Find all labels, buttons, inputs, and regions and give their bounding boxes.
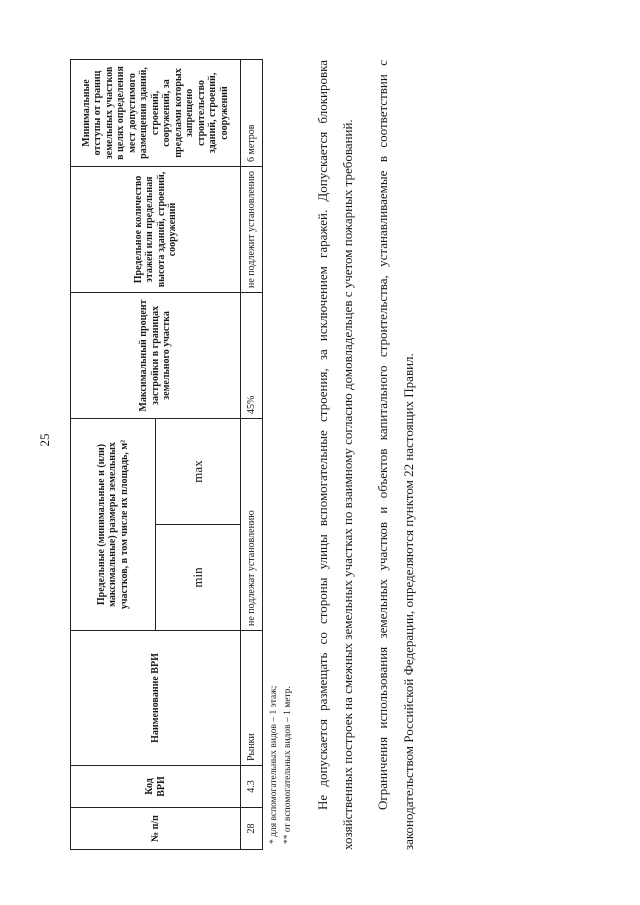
header-setbacks: Минимальные отступы от границ земельных участков в целях определения мест допустимого размещения зданий, строений, сооружений, за пределами которых запрещено строительство зданий, строений, сооружений bbox=[71, 59, 241, 166]
header-min: min bbox=[156, 525, 241, 631]
header-code: Код ВРИ bbox=[71, 766, 241, 808]
note-floors: * для вспомогательных видов – 1 этаж; bbox=[269, 685, 279, 844]
header-num: № п/п bbox=[71, 808, 241, 850]
header-floors: Предельное количество этажей или предельная высота зданий, строений, сооружений bbox=[71, 166, 241, 292]
cell-code: 4.3 bbox=[241, 766, 263, 808]
cell-floors: не подлежит установлению bbox=[241, 166, 263, 292]
header-name: Наименование ВРИ bbox=[71, 631, 241, 766]
table-notes bbox=[267, 60, 296, 850]
cell-name: Рынки bbox=[241, 631, 263, 766]
paragraph-auxiliary-buildings: Не допускается размещать со стороны улицы вспомогательные строения, за исключением гаражей. Допускается блокировка хозяйственных построек на смежных земельных участках по взаимному согласию домовладельцев с учетом пожарных требований. bbox=[314, 60, 355, 850]
cell-sizes: не подлежат установлению bbox=[241, 418, 263, 630]
rotated-page-content bbox=[70, 60, 640, 850]
cell-setbacks: 6 метров bbox=[241, 59, 263, 166]
note-setbacks: ** от вспомогательных видов – 1 метр. bbox=[283, 686, 294, 844]
header-max: max bbox=[156, 418, 241, 524]
paragraph-restrictions: Ограничения использования земельных участков и объектов капитального строительства, устанавливаемые в соответствии с законодательством Российской Федерации, определяются пунктом 22 настоящих Правил. bbox=[375, 60, 416, 850]
table-row bbox=[241, 59, 263, 849]
page-number: 25 bbox=[37, 433, 52, 447]
cell-max-percent: 45% bbox=[241, 292, 263, 418]
header-max-percent: Максимальный процент застройки в границах земельного участка bbox=[71, 292, 241, 418]
regulations-table bbox=[70, 59, 263, 850]
cell-num: 28 bbox=[241, 808, 263, 850]
header-sizes-group: Предельные (минимальные и (или) максимальные) размеры земельных участков, в том числе их площадь, м² bbox=[71, 418, 156, 630]
